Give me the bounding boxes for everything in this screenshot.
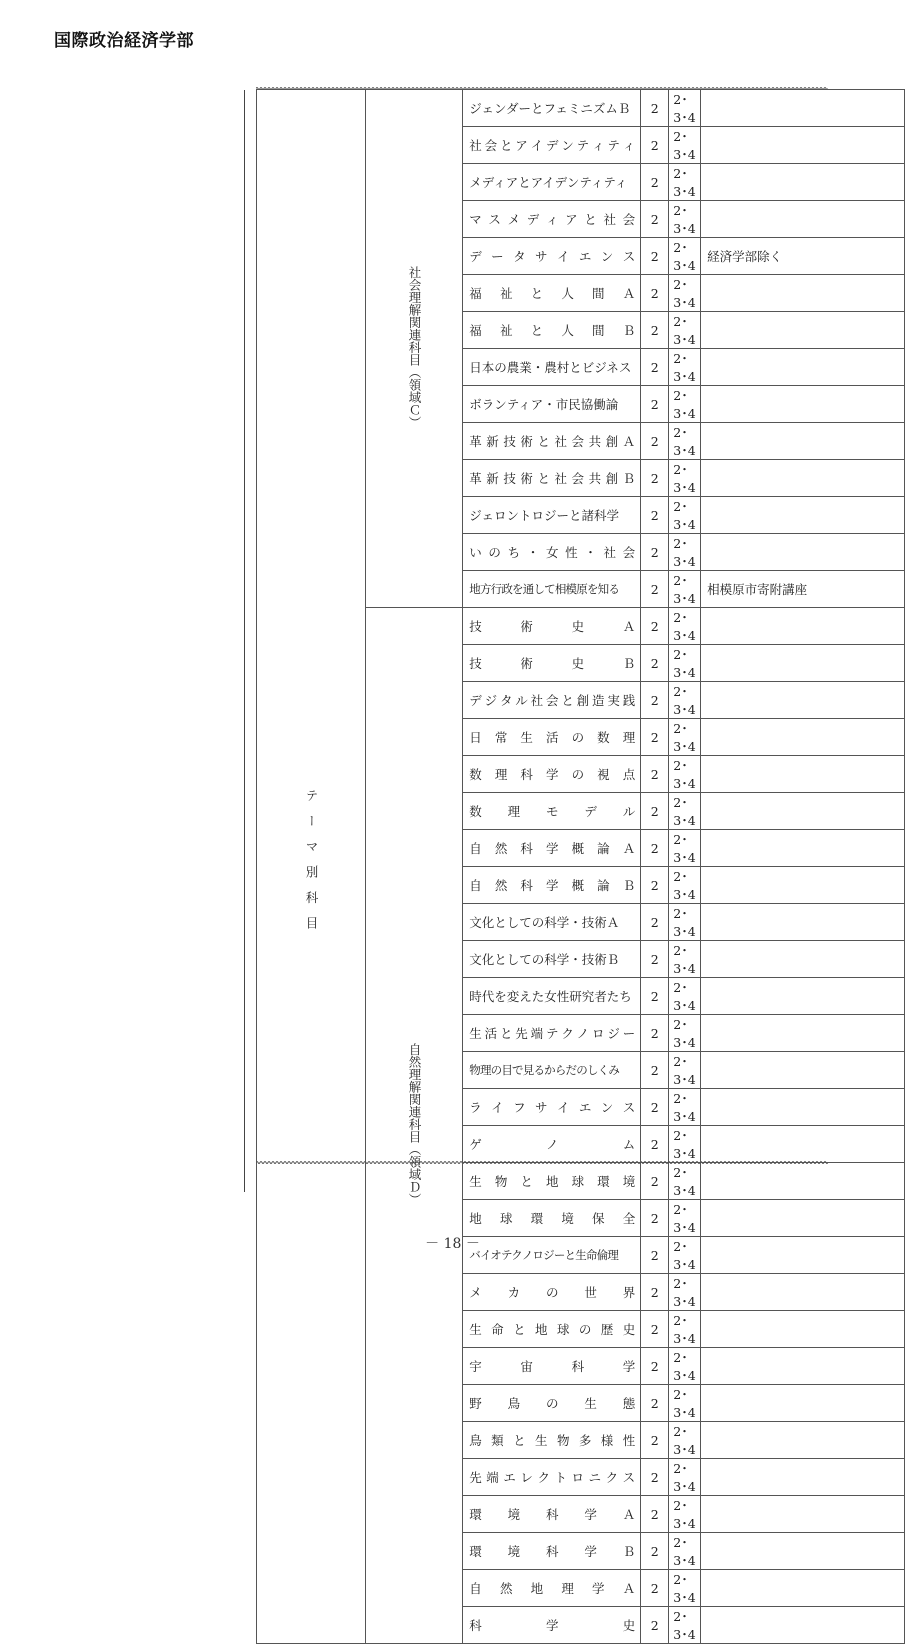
course-note bbox=[701, 793, 905, 830]
course-name-cell bbox=[463, 534, 641, 571]
course-year: 2･3･4 bbox=[669, 793, 701, 830]
course-name-cell bbox=[463, 830, 641, 867]
course-note bbox=[701, 127, 905, 164]
course-name-cell bbox=[463, 645, 641, 682]
course-year: 2･3･4 bbox=[669, 756, 701, 793]
course-year: 2･3･4 bbox=[669, 608, 701, 645]
course-note bbox=[701, 349, 905, 386]
course-credits: 2 bbox=[641, 460, 669, 497]
course-year: 2･3･4 bbox=[669, 645, 701, 682]
course-name: 福 祉 と 人 間 Ｂ bbox=[469, 323, 636, 338]
course-name: ジェンダーとフェミニズムＢ bbox=[469, 101, 631, 116]
course-name-cell bbox=[463, 1348, 641, 1385]
course-name: ラ イ フ サ イ エ ン ス bbox=[469, 1100, 636, 1115]
course-year: 2･3･4 bbox=[669, 386, 701, 423]
course-name: メ カ の 世 界 bbox=[469, 1285, 636, 1300]
course-year: 2･3･4 bbox=[669, 1533, 701, 1570]
course-year: 2･3･4 bbox=[669, 201, 701, 238]
course-name-cell bbox=[463, 1533, 641, 1570]
course-credits: 2 bbox=[641, 1274, 669, 1311]
course-credits: 2 bbox=[641, 1385, 669, 1422]
course-name-cell bbox=[463, 1385, 641, 1422]
course-year: 2･3･4 bbox=[669, 349, 701, 386]
course-year: 2･3･4 bbox=[669, 1126, 701, 1163]
course-year: 2･3･4 bbox=[669, 312, 701, 349]
course-name-cell bbox=[463, 1607, 641, 1644]
course-year: 2･3･4 bbox=[669, 1237, 701, 1274]
course-name: デ ジ タ ル 社 会 と 創 造 実 践 bbox=[469, 693, 636, 708]
course-credits: 2 bbox=[641, 1570, 669, 1607]
course-year: 2･3･4 bbox=[669, 1052, 701, 1089]
course-credits: 2 bbox=[641, 386, 669, 423]
course-note bbox=[701, 1089, 905, 1126]
course-name: 環 境 科 学 Ａ bbox=[469, 1507, 636, 1522]
course-note bbox=[701, 460, 905, 497]
course-name-cell bbox=[463, 1311, 641, 1348]
course-credits: 2 bbox=[641, 1533, 669, 1570]
table-bottom-break-line bbox=[256, 1160, 828, 1165]
course-credits: 2 bbox=[641, 571, 669, 608]
course-year: 2･3･4 bbox=[669, 904, 701, 941]
course-credits: 2 bbox=[641, 164, 669, 201]
course-name-cell bbox=[463, 719, 641, 756]
course-name-cell bbox=[463, 349, 641, 386]
course-note bbox=[701, 645, 905, 682]
course-note bbox=[701, 682, 905, 719]
course-credits: 2 bbox=[641, 1200, 669, 1237]
course-name: 生 活 と 先 端 テ ク ノ ロ ジ ー bbox=[469, 1026, 636, 1041]
course-name-cell bbox=[463, 1422, 641, 1459]
course-table bbox=[256, 89, 905, 1644]
course-name: 技 術 史 Ｂ bbox=[469, 656, 636, 671]
area-category-cell bbox=[366, 608, 463, 1644]
course-credits: 2 bbox=[641, 719, 669, 756]
course-note bbox=[701, 164, 905, 201]
course-year: 2･3･4 bbox=[669, 497, 701, 534]
course-name-cell bbox=[463, 1052, 641, 1089]
course-year: 2･3･4 bbox=[669, 460, 701, 497]
course-credits: 2 bbox=[641, 904, 669, 941]
course-note bbox=[701, 312, 905, 349]
course-year: 2･3･4 bbox=[669, 275, 701, 312]
course-name: 日本の農業・農村とビジネス bbox=[469, 360, 632, 375]
course-note bbox=[701, 1570, 905, 1607]
course-year: 2･3･4 bbox=[669, 1422, 701, 1459]
theme-category-label: テーマ別科目 bbox=[304, 788, 319, 942]
course-credits: 2 bbox=[641, 682, 669, 719]
course-name-cell bbox=[463, 164, 641, 201]
left-margin-rule bbox=[244, 90, 245, 1192]
course-name: 文化としての科学・技術Ｂ bbox=[469, 952, 620, 967]
course-name-cell bbox=[463, 238, 641, 275]
course-credits: 2 bbox=[641, 534, 669, 571]
course-note bbox=[701, 941, 905, 978]
course-name-cell bbox=[463, 127, 641, 164]
course-year: 2･3･4 bbox=[669, 867, 701, 904]
course-name: 地方行政を通して相模原を知る bbox=[469, 582, 620, 596]
course-credits: 2 bbox=[641, 1607, 669, 1644]
course-credits: 2 bbox=[641, 1311, 669, 1348]
course-credits: 2 bbox=[641, 127, 669, 164]
course-name-cell bbox=[463, 1459, 641, 1496]
course-name: 生 命 と 地 球 の 歴 史 bbox=[469, 1322, 636, 1337]
course-name: ゲ ノ ム bbox=[469, 1137, 636, 1152]
course-note bbox=[701, 830, 905, 867]
course-name: バイオテクノロジーと生命倫理 bbox=[469, 1248, 619, 1262]
course-note bbox=[701, 1385, 905, 1422]
course-name-cell bbox=[463, 1126, 641, 1163]
course-note bbox=[701, 497, 905, 534]
course-name-cell bbox=[463, 682, 641, 719]
course-name: ジェロントロジーと諸科学 bbox=[469, 508, 620, 523]
course-year: 2･3･4 bbox=[669, 571, 701, 608]
theme-category-cell bbox=[257, 90, 366, 1644]
course-year: 2･3･4 bbox=[669, 1348, 701, 1385]
course-name-cell bbox=[463, 201, 641, 238]
course-name-cell bbox=[463, 90, 641, 127]
course-name-cell bbox=[463, 1274, 641, 1311]
course-credits: 2 bbox=[641, 1459, 669, 1496]
course-note bbox=[701, 1533, 905, 1570]
course-credits: 2 bbox=[641, 1496, 669, 1533]
course-year: 2･3･4 bbox=[669, 90, 701, 127]
course-name: 自 然 地 理 学 Ａ bbox=[469, 1581, 636, 1596]
course-name-cell bbox=[463, 1089, 641, 1126]
course-note bbox=[701, 423, 905, 460]
area-category-cell bbox=[366, 90, 463, 608]
course-name: デ ー タ サ イ エ ン ス bbox=[469, 249, 636, 264]
course-note bbox=[701, 1496, 905, 1533]
course-note bbox=[701, 904, 905, 941]
course-note bbox=[701, 608, 905, 645]
course-note bbox=[701, 1015, 905, 1052]
course-name: メディアとアイデンティティ bbox=[469, 175, 628, 190]
course-name: 先 端 エ レ ク ト ロ ニ ク ス bbox=[469, 1470, 636, 1485]
course-note: 相模原市寄附講座 bbox=[701, 571, 905, 608]
course-year: 2･3･4 bbox=[669, 682, 701, 719]
course-credits: 2 bbox=[641, 1237, 669, 1274]
course-name: 文化としての科学・技術Ａ bbox=[469, 915, 620, 930]
course-credits: 2 bbox=[641, 275, 669, 312]
course-name-cell bbox=[463, 1200, 641, 1237]
course-name: 革 新 技 術 と 社 会 共 創 Ａ bbox=[469, 434, 636, 449]
course-name-cell bbox=[463, 1163, 641, 1200]
course-note bbox=[701, 756, 905, 793]
course-note bbox=[701, 1163, 905, 1200]
course-year: 2･3･4 bbox=[669, 1089, 701, 1126]
course-credits: 2 bbox=[641, 793, 669, 830]
course-name: 生 物 と 地 球 環 境 bbox=[469, 1174, 636, 1189]
course-year: 2･3･4 bbox=[669, 1274, 701, 1311]
course-name: 革 新 技 術 と 社 会 共 創 Ｂ bbox=[469, 471, 636, 486]
course-name-cell bbox=[463, 1570, 641, 1607]
course-credits: 2 bbox=[641, 1015, 669, 1052]
course-name: 宇 宙 科 学 bbox=[469, 1359, 636, 1374]
course-year: 2･3･4 bbox=[669, 164, 701, 201]
course-credits: 2 bbox=[641, 349, 669, 386]
course-name-cell bbox=[463, 756, 641, 793]
course-note bbox=[701, 386, 905, 423]
course-name: 福 祉 と 人 間 Ａ bbox=[469, 286, 636, 301]
course-name-cell bbox=[463, 275, 641, 312]
course-credits: 2 bbox=[641, 1089, 669, 1126]
course-year: 2･3･4 bbox=[669, 534, 701, 571]
course-credits: 2 bbox=[641, 1126, 669, 1163]
page-number: － 18 － bbox=[425, 1236, 480, 1252]
course-name-cell bbox=[463, 423, 641, 460]
course-year: 2･3･4 bbox=[669, 423, 701, 460]
course-year: 2･3･4 bbox=[669, 941, 701, 978]
course-name-cell bbox=[463, 460, 641, 497]
course-year: 2･3･4 bbox=[669, 1163, 701, 1200]
course-name: 時代を変えた女性研究者たち bbox=[469, 989, 632, 1004]
course-note bbox=[701, 1422, 905, 1459]
course-note bbox=[701, 201, 905, 238]
course-note bbox=[701, 1126, 905, 1163]
area-category-label: 自然理解関連科目（領域Ｄ） bbox=[407, 1042, 422, 1206]
course-name-cell bbox=[463, 571, 641, 608]
course-name: 日 常 生 活 の 数 理 bbox=[469, 730, 636, 745]
course-note bbox=[701, 867, 905, 904]
course-year: 2･3･4 bbox=[669, 1570, 701, 1607]
course-credits: 2 bbox=[641, 608, 669, 645]
course-name-cell bbox=[463, 867, 641, 904]
course-name-cell bbox=[463, 1496, 641, 1533]
course-name: 自 然 科 学 概 論 Ａ bbox=[469, 841, 636, 856]
course-name-cell bbox=[463, 904, 641, 941]
course-credits: 2 bbox=[641, 830, 669, 867]
course-note: 経済学部除く bbox=[701, 238, 905, 275]
course-note bbox=[701, 534, 905, 571]
course-name: 自 然 科 学 概 論 Ｂ bbox=[469, 878, 636, 893]
course-credits: 2 bbox=[641, 1348, 669, 1385]
course-credits: 2 bbox=[641, 756, 669, 793]
course-name-cell bbox=[463, 793, 641, 830]
course-name-cell bbox=[463, 941, 641, 978]
course-year: 2･3･4 bbox=[669, 978, 701, 1015]
course-note bbox=[701, 1607, 905, 1644]
course-year: 2･3･4 bbox=[669, 127, 701, 164]
course-name: 物理の目で見るからだのしくみ bbox=[469, 1063, 620, 1077]
course-name-cell bbox=[463, 978, 641, 1015]
course-credits: 2 bbox=[641, 238, 669, 275]
course-name: 数 理 モ デ ル bbox=[469, 804, 636, 819]
course-name: 地 球 環 境 保 全 bbox=[469, 1211, 636, 1226]
course-name: 科 学 史 bbox=[469, 1618, 636, 1633]
course-year: 2･3･4 bbox=[669, 1607, 701, 1644]
course-name: ボランティア・市民協働論 bbox=[469, 397, 619, 412]
course-year: 2･3･4 bbox=[669, 238, 701, 275]
course-note bbox=[701, 1459, 905, 1496]
course-name: マ ス メ デ ィ ア と 社 会 bbox=[469, 212, 636, 227]
course-note bbox=[701, 1200, 905, 1237]
course-credits: 2 bbox=[641, 201, 669, 238]
table-row bbox=[257, 90, 905, 127]
page-header-title: 国際政治経済学部 bbox=[54, 31, 194, 51]
course-year: 2･3･4 bbox=[669, 1015, 701, 1052]
course-year: 2･3･4 bbox=[669, 1496, 701, 1533]
course-name: 数 理 科 学 の 視 点 bbox=[469, 767, 636, 782]
course-credits: 2 bbox=[641, 1163, 669, 1200]
course-note bbox=[701, 1052, 905, 1089]
course-year: 2･3･4 bbox=[669, 719, 701, 756]
course-year: 2･3･4 bbox=[669, 830, 701, 867]
course-year: 2･3･4 bbox=[669, 1459, 701, 1496]
course-year: 2･3･4 bbox=[669, 1200, 701, 1237]
course-credits: 2 bbox=[641, 1052, 669, 1089]
course-name-cell bbox=[463, 497, 641, 534]
course-name-cell bbox=[463, 312, 641, 349]
course-note bbox=[701, 978, 905, 1015]
course-credits: 2 bbox=[641, 941, 669, 978]
course-note bbox=[701, 275, 905, 312]
course-credits: 2 bbox=[641, 645, 669, 682]
course-note bbox=[701, 1311, 905, 1348]
course-name-cell bbox=[463, 386, 641, 423]
course-name: 社 会 と ア イ デ ン テ ィ テ ィ bbox=[469, 138, 636, 153]
course-note bbox=[701, 1274, 905, 1311]
course-name-cell bbox=[463, 1015, 641, 1052]
course-credits: 2 bbox=[641, 497, 669, 534]
course-credits: 2 bbox=[641, 90, 669, 127]
course-name: 鳥 類 と 生 物 多 様 性 bbox=[469, 1433, 636, 1448]
course-credits: 2 bbox=[641, 978, 669, 1015]
course-name: い の ち ・ 女 性 ・ 社 会 bbox=[469, 545, 636, 560]
course-name: 技 術 史 Ａ bbox=[469, 619, 636, 634]
area-category-label: 社会理解関連科目（領域Ｃ） bbox=[407, 265, 422, 429]
course-name: 環 境 科 学 Ｂ bbox=[469, 1544, 636, 1559]
course-year: 2･3･4 bbox=[669, 1311, 701, 1348]
course-name-cell bbox=[463, 608, 641, 645]
course-credits: 2 bbox=[641, 1422, 669, 1459]
course-credits: 2 bbox=[641, 423, 669, 460]
course-year: 2･3･4 bbox=[669, 1385, 701, 1422]
course-name: 野 鳥 の 生 態 bbox=[469, 1396, 636, 1411]
course-note bbox=[701, 1348, 905, 1385]
course-credits: 2 bbox=[641, 312, 669, 349]
course-note bbox=[701, 719, 905, 756]
course-note bbox=[701, 90, 905, 127]
course-credits: 2 bbox=[641, 867, 669, 904]
